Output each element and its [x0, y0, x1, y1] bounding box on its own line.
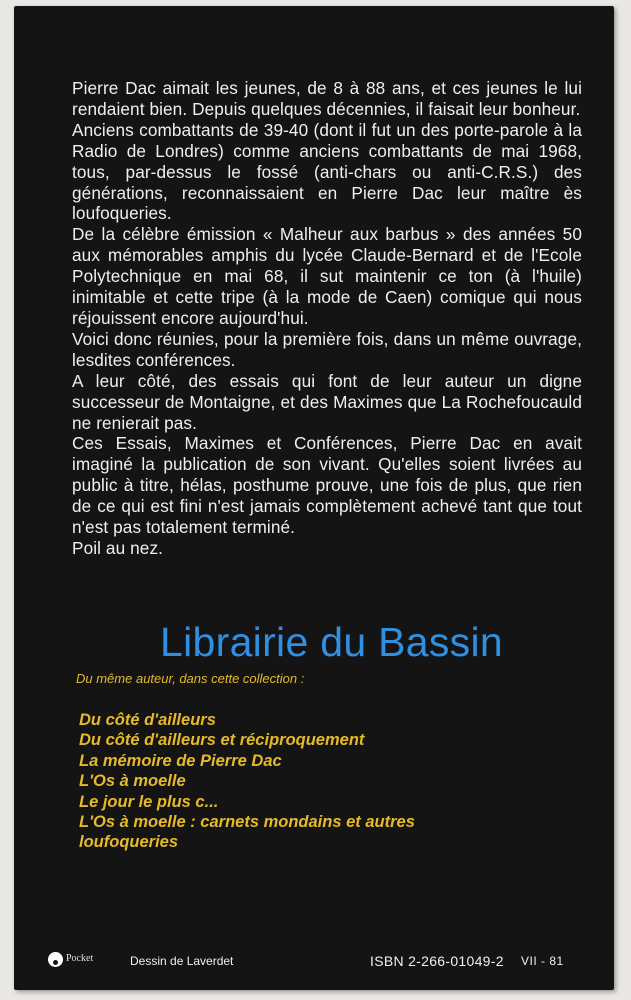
- list-item: L'Os à moelle: [79, 772, 186, 791]
- blurb-paragraph: De la célèbre émission « Malheur aux barbus » des années 50 aux mémorables amphis du lycée Claude-Bernard et de l'Ecole Polytechnique en mai 68, il sut maintenir ce ton (à l'huile) inimitable et cette tripe (à la mode de Caen) comique qui nous réjouissent encore aujourd'hui.: [72, 224, 582, 328]
- blurb-paragraph: A leur côté, des essais qui font de leur auteur un digne successeur de Montaigne, et des Maximes que La Rochefoucauld ne renierait pas.: [72, 370, 582, 433]
- publisher-logo: [48, 949, 108, 971]
- list-item: L'Os à moelle : carnets mondains et autres loufoqueries: [79, 813, 415, 852]
- publisher-logo-icon: [48, 952, 63, 967]
- isbn-number: ISBN 2-266-01049-2: [370, 953, 504, 969]
- publisher-name: Pocket: [66, 953, 94, 964]
- list-item: Le jour le plus c...: [79, 792, 219, 811]
- blurb-paragraph: Poil au nez.: [72, 537, 164, 558]
- blurb-paragraph: Voici donc réunies, pour la première fois, dans un même ouvrage, lesdites conférences.: [72, 328, 582, 370]
- cover-footer: [48, 949, 608, 973]
- book-back-cover: [14, 6, 614, 990]
- blurb-paragraph: Anciens combattants de 39-40 (dont il fut un des porte-parole à la Radio de Londres) comme anciens combattants de mai 1968, tous, par-dessus le fossé (anti-chars ou anti-C.R.S.) des générations, reconnaissaient en Pierre Dac leur maître ès loufoqueries.: [72, 119, 582, 224]
- illustration-credit: Dessin de Laverdet: [130, 954, 234, 968]
- also-by-heading: Du même auteur, dans cette collection :: [76, 671, 305, 686]
- blurb-paragraph: Pierre Dac aimait les jeunes, de 8 à 88 ans, et ces jeunes le lui rendaient bien. Depuis quelques décennies, il faisait leur bonheur.: [72, 78, 582, 119]
- bookseller-watermark: Librairie du Bassin: [160, 619, 503, 665]
- list-item: La mémoire de Pierre Dac: [79, 751, 282, 770]
- list-item: Du côté d'ailleurs: [79, 711, 216, 729]
- print-code: VII - 81: [521, 954, 564, 968]
- blurb-paragraph: Ces Essais, Maximes et Conférences, Pierre Dac en avait imaginé la publication de son vivant. Qu'elles soient livrées au public à titre, hélas, posthume prouve, une fois de plus, que rien de ce qui est fini n'est jamais complètement achevé tant que tout n'est pas totalement terminé.: [72, 433, 582, 538]
- also-by-list: [79, 710, 499, 853]
- blurb-text: [72, 78, 582, 559]
- list-item: Du côté d'ailleurs et réciproquement: [79, 731, 365, 750]
